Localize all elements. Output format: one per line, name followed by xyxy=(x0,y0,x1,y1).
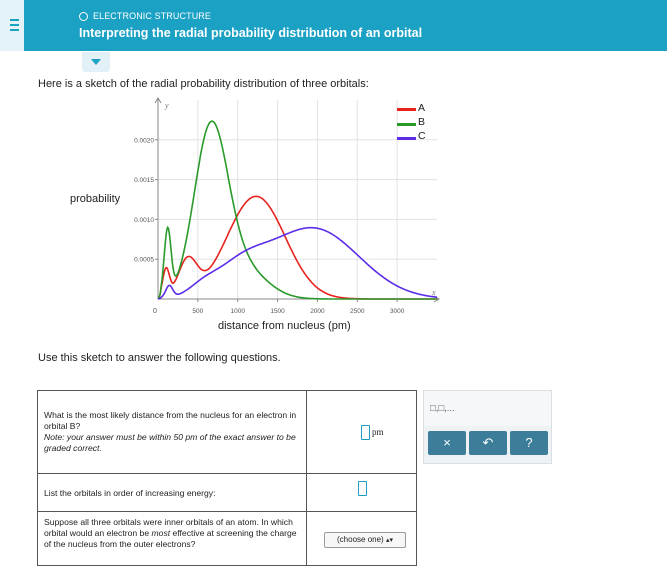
question-text: List the orbitals in order of increasing energy: xyxy=(44,488,216,498)
x-axis-label: distance from nucleus (pm) xyxy=(218,320,351,332)
answer-tools-panel xyxy=(423,390,552,464)
question-text: Suppose all three orbitals were inner orbitals of an atom. In which orbital would an electron be most effective at screening the charge of the nucleus from the outer electrons? xyxy=(44,517,297,549)
y-tick-label: 0.0015 xyxy=(134,177,154,185)
chart-ticks xyxy=(134,137,405,315)
question-text: What is the most likely distance from the nucleus for an electron in orbital B? Note: your answer must be within 50 pm of the exact answer to be graded correct. xyxy=(44,410,297,453)
topic-label: ELECTRONIC STRUCTURE xyxy=(93,11,212,21)
instructions-text: Use this sketch to answer the following questions. xyxy=(38,352,281,364)
y-tick-label: 0.0005 xyxy=(134,256,154,264)
question-note: Note: your answer must be within 50 pm of the exact answer to be graded correct. xyxy=(44,432,296,453)
undo-button[interactable]: ↶ xyxy=(469,431,507,455)
intro-text: Here is a sketch of the radial probability distribution of three orbitals: xyxy=(38,78,369,90)
y-tick-label: 0.0010 xyxy=(134,216,154,224)
x-tick-label: 3000 xyxy=(389,308,405,315)
legend-label-a: A xyxy=(418,102,426,114)
clear-button[interactable]: × xyxy=(428,431,466,455)
legend-swatch-c xyxy=(397,137,416,140)
series-a-line xyxy=(158,196,437,299)
series-b-line xyxy=(158,121,437,299)
distance-answer-input[interactable] xyxy=(361,425,370,440)
x-tick-label: 2000 xyxy=(310,308,325,315)
unit-label: pm xyxy=(372,427,384,437)
x-tick-label: 500 xyxy=(192,308,204,315)
x-tick-label: 1500 xyxy=(270,308,285,315)
list-template-button[interactable]: □,□,... xyxy=(430,403,455,414)
question-row xyxy=(38,391,416,474)
y-tick-label: 0.0020 xyxy=(134,137,154,145)
legend-swatch-a xyxy=(397,108,416,111)
page-title: Interpreting the radial probability distribution of an orbital xyxy=(79,26,423,40)
legend-label-c: C xyxy=(418,130,426,142)
select-arrows-icon: ▴▾ xyxy=(385,537,393,544)
y-axis-symbol: y xyxy=(165,101,169,110)
help-button[interactable]: ? xyxy=(510,431,548,455)
y-axis-label: probability xyxy=(70,193,121,205)
energy-order-input[interactable] xyxy=(358,481,367,496)
x-tick-label: 2500 xyxy=(350,308,365,315)
chart-curves xyxy=(158,121,437,299)
legend-label-b: B xyxy=(418,116,426,128)
legend-swatch-b xyxy=(397,123,416,126)
orbital-select[interactable]: (choose one) ▴▾ xyxy=(324,532,406,548)
x-tick-label: 1000 xyxy=(230,308,245,315)
x-axis-symbol: x xyxy=(432,288,436,297)
origin-label: 0 xyxy=(153,308,157,315)
